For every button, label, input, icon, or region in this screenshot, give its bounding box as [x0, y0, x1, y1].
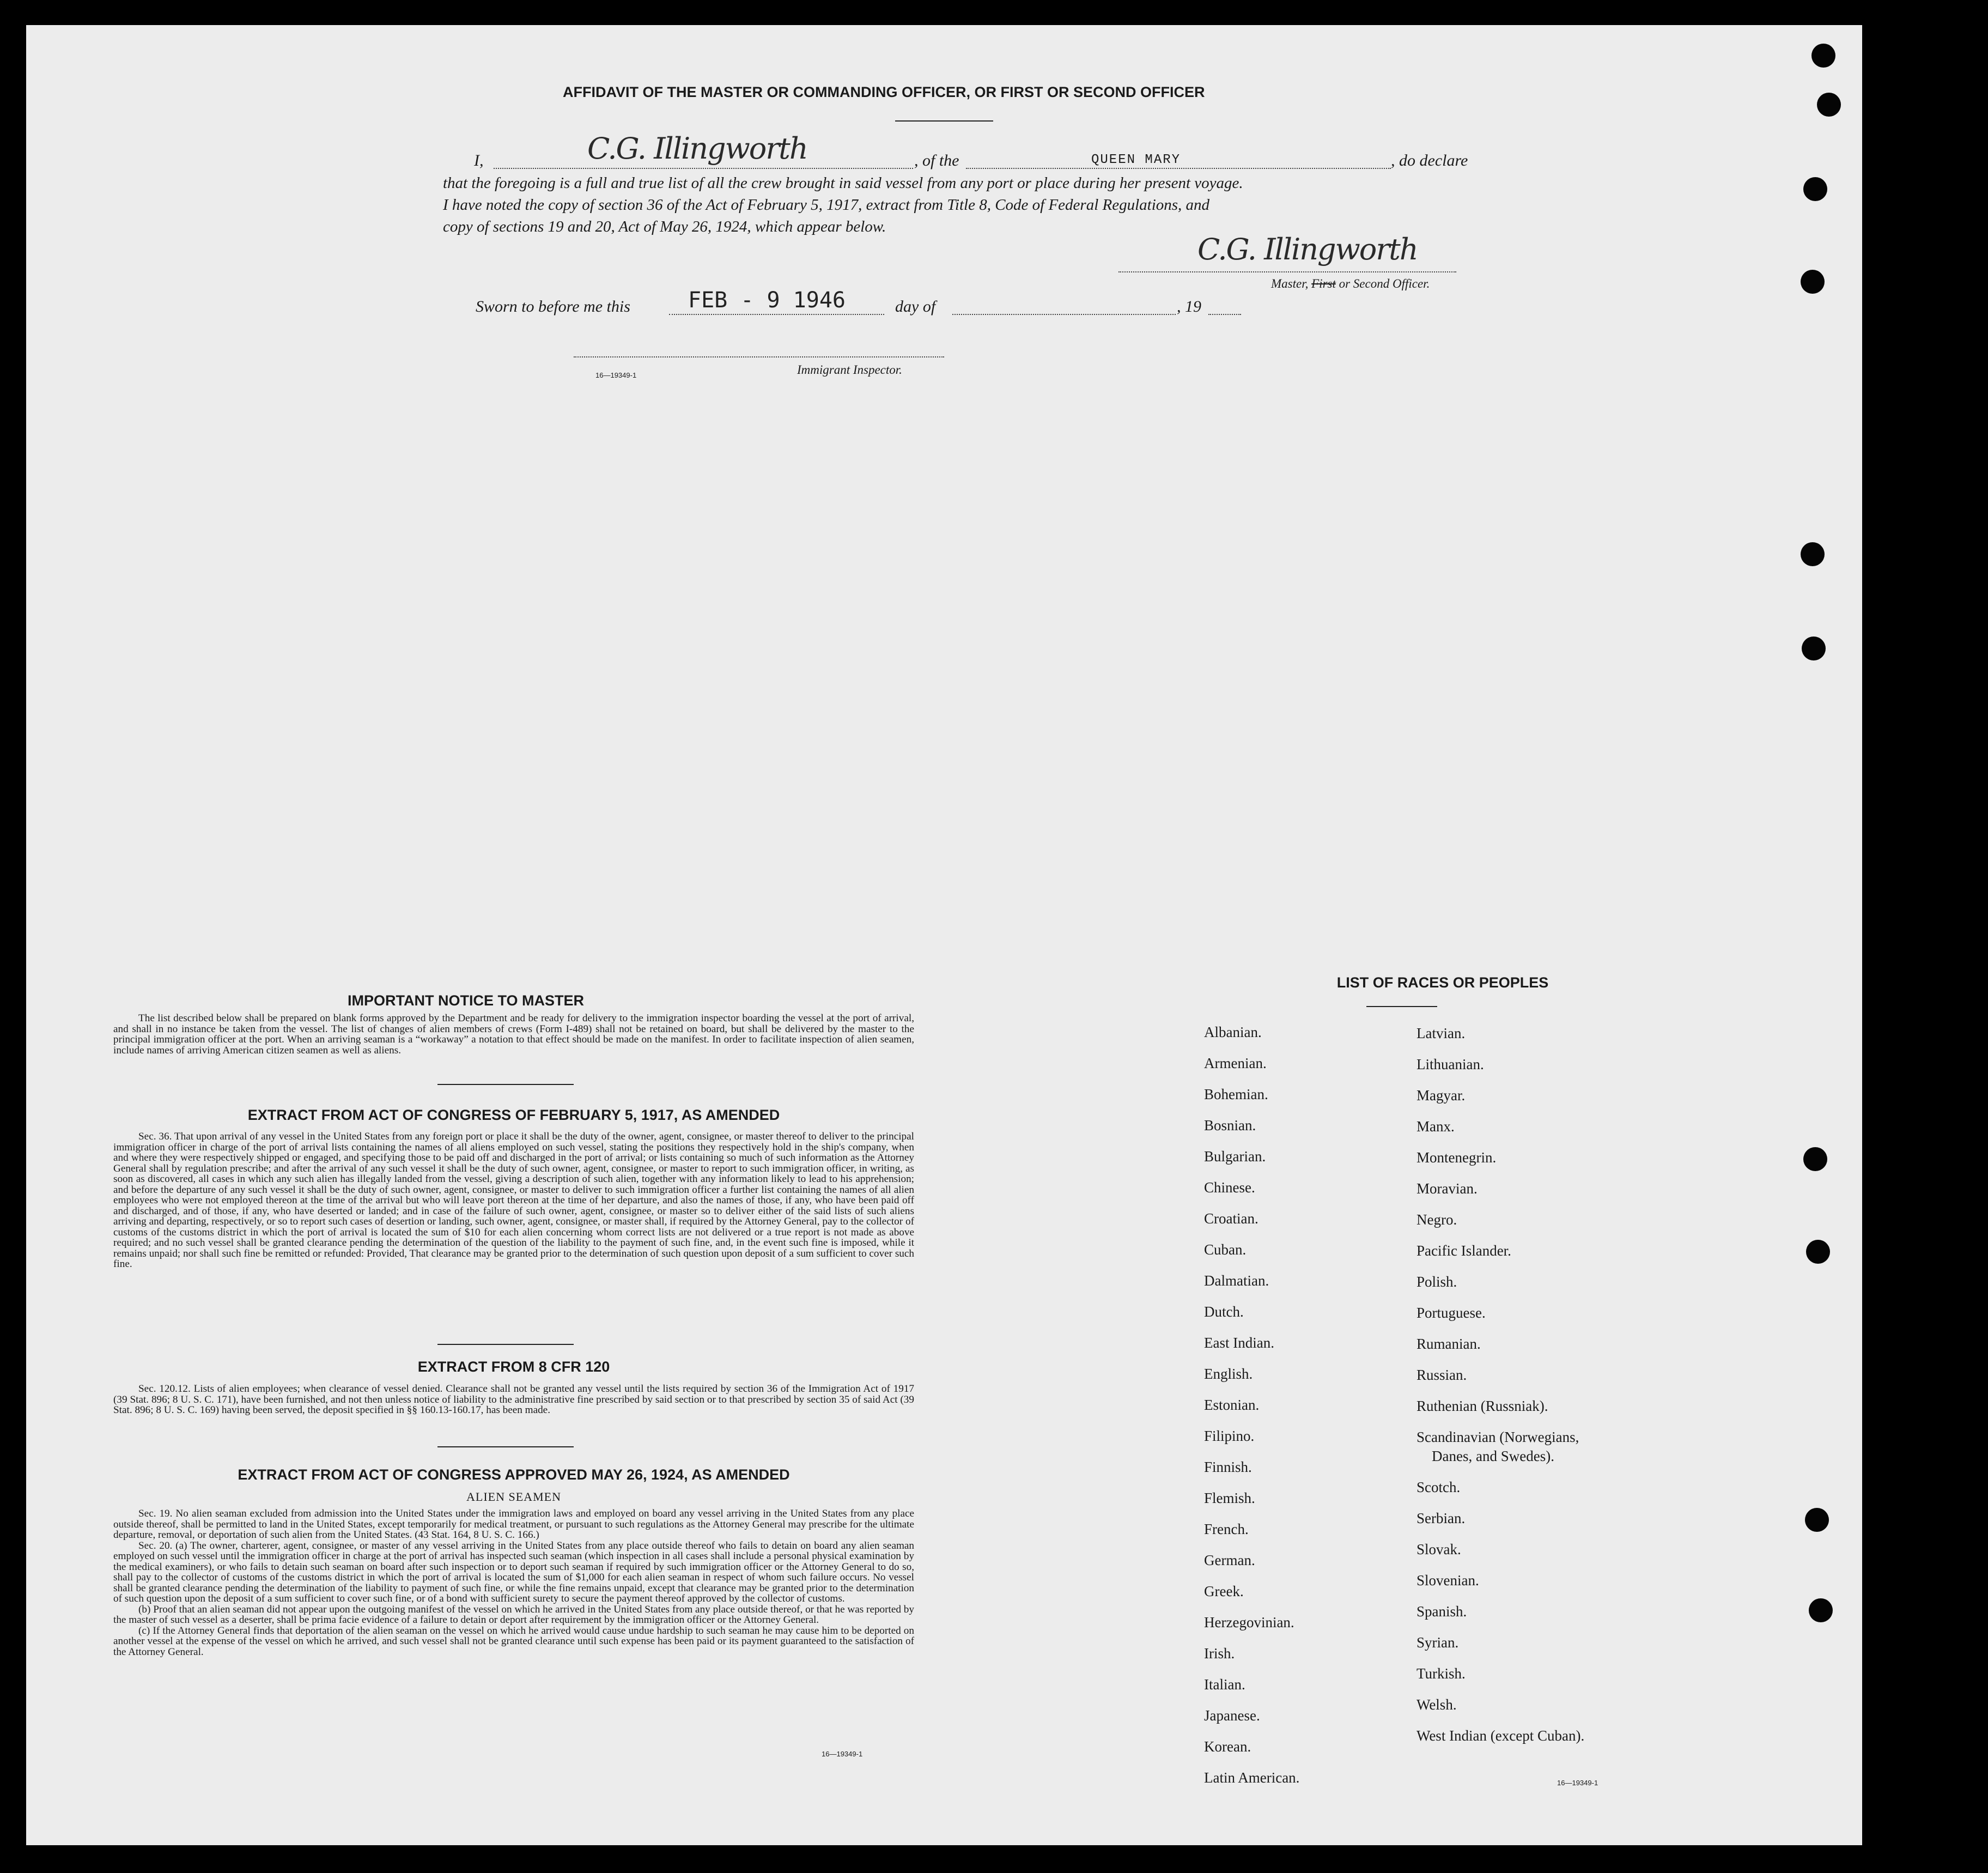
notice-rule: [437, 1084, 574, 1085]
declaration-line-4: copy of sections 19 and 20, Act of May 26, 1924, which appear below.: [443, 218, 886, 235]
vessel-line: [966, 168, 1391, 169]
binder-hole: [1803, 1147, 1827, 1171]
race-item: Syrian.: [1416, 1634, 1459, 1651]
officer-label-master: Master,: [1271, 277, 1309, 290]
extract-1924-title: EXTRACT FROM ACT OF CONGRESS APPROVED MAY 26, 1924, AS AMENDED: [238, 1466, 790, 1483]
race-item: Korean.: [1204, 1738, 1251, 1755]
day-of-label: day of: [895, 298, 936, 316]
races-form-number: 16—19349-1: [1557, 1779, 1598, 1787]
race-item: Latvian.: [1416, 1025, 1466, 1041]
notice-text: [113, 1013, 914, 1056]
race-item: Croatian.: [1204, 1210, 1259, 1227]
race-item: Pacific Islander.: [1416, 1242, 1511, 1259]
race-item: German.: [1204, 1552, 1255, 1568]
race-item: Magyar.: [1416, 1087, 1466, 1104]
race-item: Manx.: [1416, 1118, 1455, 1135]
race-item: Finnish.: [1204, 1459, 1252, 1475]
extract-1917-rule: [437, 1344, 574, 1345]
race-item: Albanian.: [1204, 1024, 1262, 1040]
extract-1924-sec20a: Sec. 20. (a) The owner, charterer, agent, consignee, or master of any vessel arriving in the United States from any place outside thereof who fails to detain on board any alien seaman employed on such vessel until the immigration officer in charge at the port of arrival has inspected such seaman (which inspection in all cases shall include a personal physical examination by the medical examiners), or who fails to detain such seaman on board after such inspection or to deport such seaman if required by such immigration officer or the Attorney General to do so, shall pay to the collector of customs of the customs district in which the port of arrival is located the sum of $1,000 for each alien seaman in respect of whom such failure occurs. No vessel shall be granted clearance pending the determination of the liability to payment of such fine, or while the fine remains unpaid, except that clearance may be granted prior to the determination of such question upon the deposit of a sum sufficient to cover such fine, or of a bond with sufficient surety to secure the payment thereof approved by the collector of customs.: [113, 1539, 914, 1604]
race-item: Portuguese.: [1416, 1305, 1486, 1321]
signature-name: C.G. Illingworth: [587, 131, 807, 166]
binder-hole: [1801, 542, 1825, 566]
do-declare-label: , do declare: [1391, 151, 1468, 169]
sworn-date-line: [669, 314, 884, 315]
officer-label: [1271, 277, 1430, 291]
name-line: [494, 168, 913, 169]
sworn-date-stamp: FEB - 9 1946: [688, 288, 846, 313]
race-item: Bosnian.: [1204, 1117, 1256, 1134]
month-line: [952, 314, 1176, 315]
races-title: LIST OF RACES OR PEOPLES: [1336, 974, 1549, 991]
officer-label-struck: First: [1311, 277, 1336, 290]
race-item: Estonian.: [1204, 1397, 1260, 1413]
race-item: East Indian.: [1204, 1335, 1274, 1351]
extract-form-number: 16—19349-1: [822, 1750, 863, 1758]
officer-signature: C.G. Illingworth: [1197, 232, 1418, 266]
notice-title: IMPORTANT NOTICE TO MASTER: [348, 992, 584, 1009]
extract-1917-text: [113, 1131, 914, 1270]
race-item: Filipino.: [1204, 1428, 1255, 1444]
binder-hole: [1817, 93, 1841, 117]
extract-cfr-title: EXTRACT FROM 8 CFR 120: [417, 1359, 610, 1375]
binder-hole: [1806, 1240, 1830, 1264]
races-column-1: [1204, 1017, 1299, 1793]
race-item: Scandinavian (Norwegians,: [1416, 1429, 1579, 1445]
race-item: Slovenian.: [1416, 1572, 1479, 1589]
race-item: Italian.: [1204, 1676, 1245, 1693]
race-item: Latin American.: [1204, 1769, 1300, 1786]
extract-cfr-text: [113, 1384, 914, 1416]
race-item: Rumanian.: [1416, 1336, 1481, 1352]
race-item: Montenegrin.: [1416, 1149, 1497, 1166]
binder-hole: [1809, 1598, 1833, 1622]
race-item: Welsh.: [1416, 1696, 1457, 1713]
race-item: Herzegovinian.: [1204, 1614, 1294, 1630]
race-item: Turkish.: [1416, 1665, 1466, 1682]
binder-hole: [1801, 270, 1825, 294]
affidavit-title: AFFIDAVIT OF THE MASTER OR COMMANDING OFFICER, OR FIRST OR SECOND OFFICER: [563, 84, 1205, 100]
races-rule: [1366, 1006, 1437, 1007]
title-rule: [895, 120, 993, 122]
year-label: , 19: [1177, 298, 1201, 316]
race-item: Flemish.: [1204, 1490, 1255, 1506]
race-item: Chinese.: [1204, 1179, 1255, 1196]
extract-cfr-paragraph: Sec. 120.12. Lists of alien employees; when clearance of vessel denied. Clearance shall not be granted any vessel until the lists required by section 36 of the Immigration Act of 1917 (39 Stat. 896; 8 U. S. C. 171), have been furnished, and not then unless notice of liability to the administrative fine prescribed by said section or to that prescribed by section 35 of said Act (39 Stat. 896; 8 U. S. C. 169) having been served, the deposit specified in §§ 160.13-160.17, has been made.: [113, 1383, 914, 1416]
race-item: Dalmatian.: [1204, 1272, 1269, 1289]
declaration-line-2: that the foregoing is a full and true list of all the crew brought in said vessel from any port or place during her present voyage.: [443, 174, 1243, 192]
race-item: Serbian.: [1416, 1510, 1466, 1526]
of-the-label: , of the: [914, 151, 959, 169]
race-item: Bohemian.: [1204, 1086, 1268, 1102]
race-item: Japanese.: [1204, 1707, 1260, 1724]
form-sheet: [26, 25, 1862, 1845]
extract-1917-paragraph: Sec. 36. That upon arrival of any vessel in the United States from any foreign port or place it shall be the duty of the owner, agent, consignee, or master thereof to deliver to the principal immigration officer in charge of the port of arrival lists containing the names of all aliens employed on such vessel, stating the positions they respectively hold in the ship's company, when and where they were respectively shipped or engaged, and specifying those to be paid off and discharged in the port of arrival; or lists containing so much of such information as the Attorney General shall by regulation prescribe; and after the arrival of any such vessel it shall be the duty of such owner, agent, consignee, or master to report to such immigration officer, in writing, as soon as discovered, all cases in which any such alien has illegally landed from the vessel, giving a description of such alien, together with any information likely to lead to his apprehension; and before the departure of any such vessel it shall be the duty of such owner, agent, consignee, or master to deliver to such immigration officer a further list containing the names of all alien employees who were not employed thereon at the time of the arrival but who will leave port thereon at the time of her departure, and also the names of those, if any, who have been paid off and discharged, and of those, if any, who have deserted or landed; and in case of the failure of such owner, agent, consignee, or master so to deliver either of the said lists of such aliens arriving and departing, respectively, or so to report such cases of desertion or landing, such owner, agent, consignee, or master shall, if required by the Attorney General, pay to the collector of customs of the customs district in which the port of arrival is located the sum of $10 for each alien concerning whom correct lists are not delivered or a true report is not made as above required; and no such vessel shall be granted clearance pending the determination of the question of the liability to the payment of such fine, and, in the event such fine is imposed, while it remains unpaid; nor shall such fine be remitted or refunded: Provided, That clearance may be granted prior to the determination of such question upon deposit of a sum sufficient to cover such fine.: [113, 1131, 914, 1270]
race-item: Danes, and Swedes).: [1432, 1448, 1554, 1464]
inspector-label: Immigrant Inspector.: [797, 363, 902, 377]
race-item: English.: [1204, 1366, 1253, 1382]
extract-1924-sec19: Sec. 19. No alien seaman excluded from admission into the United States under the immigration laws and employed on board any vessel arriving in the United States from any place outside thereof, shall be permitted to land in the United States, except temporarily for medical treatment, or pursuant to such regulations as the Attorney General may prescribe for the ultimate departure, removal, or deportation of such alien from the United States. (43 Stat. 164, 8 U. S. C. 166.): [113, 1508, 914, 1541]
extract-cfr-rule: [437, 1446, 574, 1447]
officer-label-second: or Second Officer.: [1339, 277, 1430, 290]
race-item: Spanish.: [1416, 1603, 1467, 1620]
officer-line: [1118, 271, 1456, 272]
sworn-label: Sworn to before me this: [476, 298, 630, 316]
extract-1924-text: [113, 1508, 914, 1657]
race-item: Russian.: [1416, 1367, 1467, 1383]
binder-hole: [1811, 44, 1835, 68]
binder-hole: [1802, 637, 1826, 660]
extract-1924-sec20b: (b) Proof that an alien seaman did not appear upon the outgoing manifest of the vessel on which he arrived in the United States from any place outside thereof, or that he was reported by the master of such vessel as a deserter, shall be prima facie evidence of a failure to detain or deport after requirement by the immigration officer or the Attorney General.: [113, 1603, 914, 1626]
affidavit-form-number: 16—19349-1: [595, 371, 637, 379]
race-item: Armenian.: [1204, 1055, 1267, 1071]
binder-hole: [1805, 1508, 1829, 1532]
race-item: Scotch.: [1416, 1479, 1461, 1495]
extract-1924-sec20c: (c) If the Attorney General finds that deportation of the alien seaman on the vessel on which he arrived would cause undue hardship to such seaman he may cause him to be deported on another vessel at the expense of the vessel on which he arrived, and such vessel shall not be granted clearance until such expense has been paid or its payment guaranteed to the satisfaction of the Attorney General.: [113, 1625, 914, 1658]
notice-paragraph: The list described below shall be prepared on blank forms approved by the Department and be ready for delivery to the immigration inspector boarding the vessel at the port of arrival, and shall in no instance be taken from the vessel. The list of changes of alien members of crews (Form I-489) shall not be retained on board, but shall be delivered by the master to the principal immigration officer at the port. When an arriving seaman is a “workaway” a notation to that effect should be made on the manifest. In order to facilitate inspection of alien seamen, include names of arriving American citizen seamen as well as aliens.: [113, 1013, 914, 1056]
race-item: Slovak.: [1416, 1541, 1461, 1557]
race-item: Bulgarian.: [1204, 1148, 1266, 1165]
race-item: Negro.: [1416, 1211, 1457, 1228]
extract-1917-title: EXTRACT FROM ACT OF CONGRESS OF FEBRUARY 5, 1917, AS AMENDED: [247, 1107, 780, 1123]
race-item: Greek.: [1204, 1583, 1244, 1599]
race-item: Polish.: [1416, 1274, 1457, 1290]
race-item: Lithuanian.: [1416, 1056, 1484, 1072]
race-item: Moravian.: [1416, 1180, 1478, 1197]
races-column-2: [1416, 1018, 1584, 1751]
binder-hole: [1803, 177, 1827, 201]
race-item: Ruthenian (Russniak).: [1416, 1398, 1548, 1414]
race-item: Irish.: [1204, 1645, 1235, 1662]
race-item: Dutch.: [1204, 1304, 1244, 1320]
vessel-name: QUEEN MARY: [1091, 153, 1181, 167]
year-line: [1208, 314, 1241, 315]
race-item: French.: [1204, 1521, 1249, 1537]
race-item: West Indian (except Cuban).: [1416, 1727, 1585, 1744]
race-item: Cuban.: [1204, 1241, 1247, 1258]
declare-i: I,: [474, 151, 484, 169]
inspector-line: [574, 356, 944, 357]
extract-1924-subtitle: ALIEN SEAMEN: [466, 1490, 561, 1504]
declaration-line-3: I have noted the copy of section 36 of the Act of February 5, 1917, extract from Title 8, Code of Federal Regulations, and: [443, 196, 1210, 214]
